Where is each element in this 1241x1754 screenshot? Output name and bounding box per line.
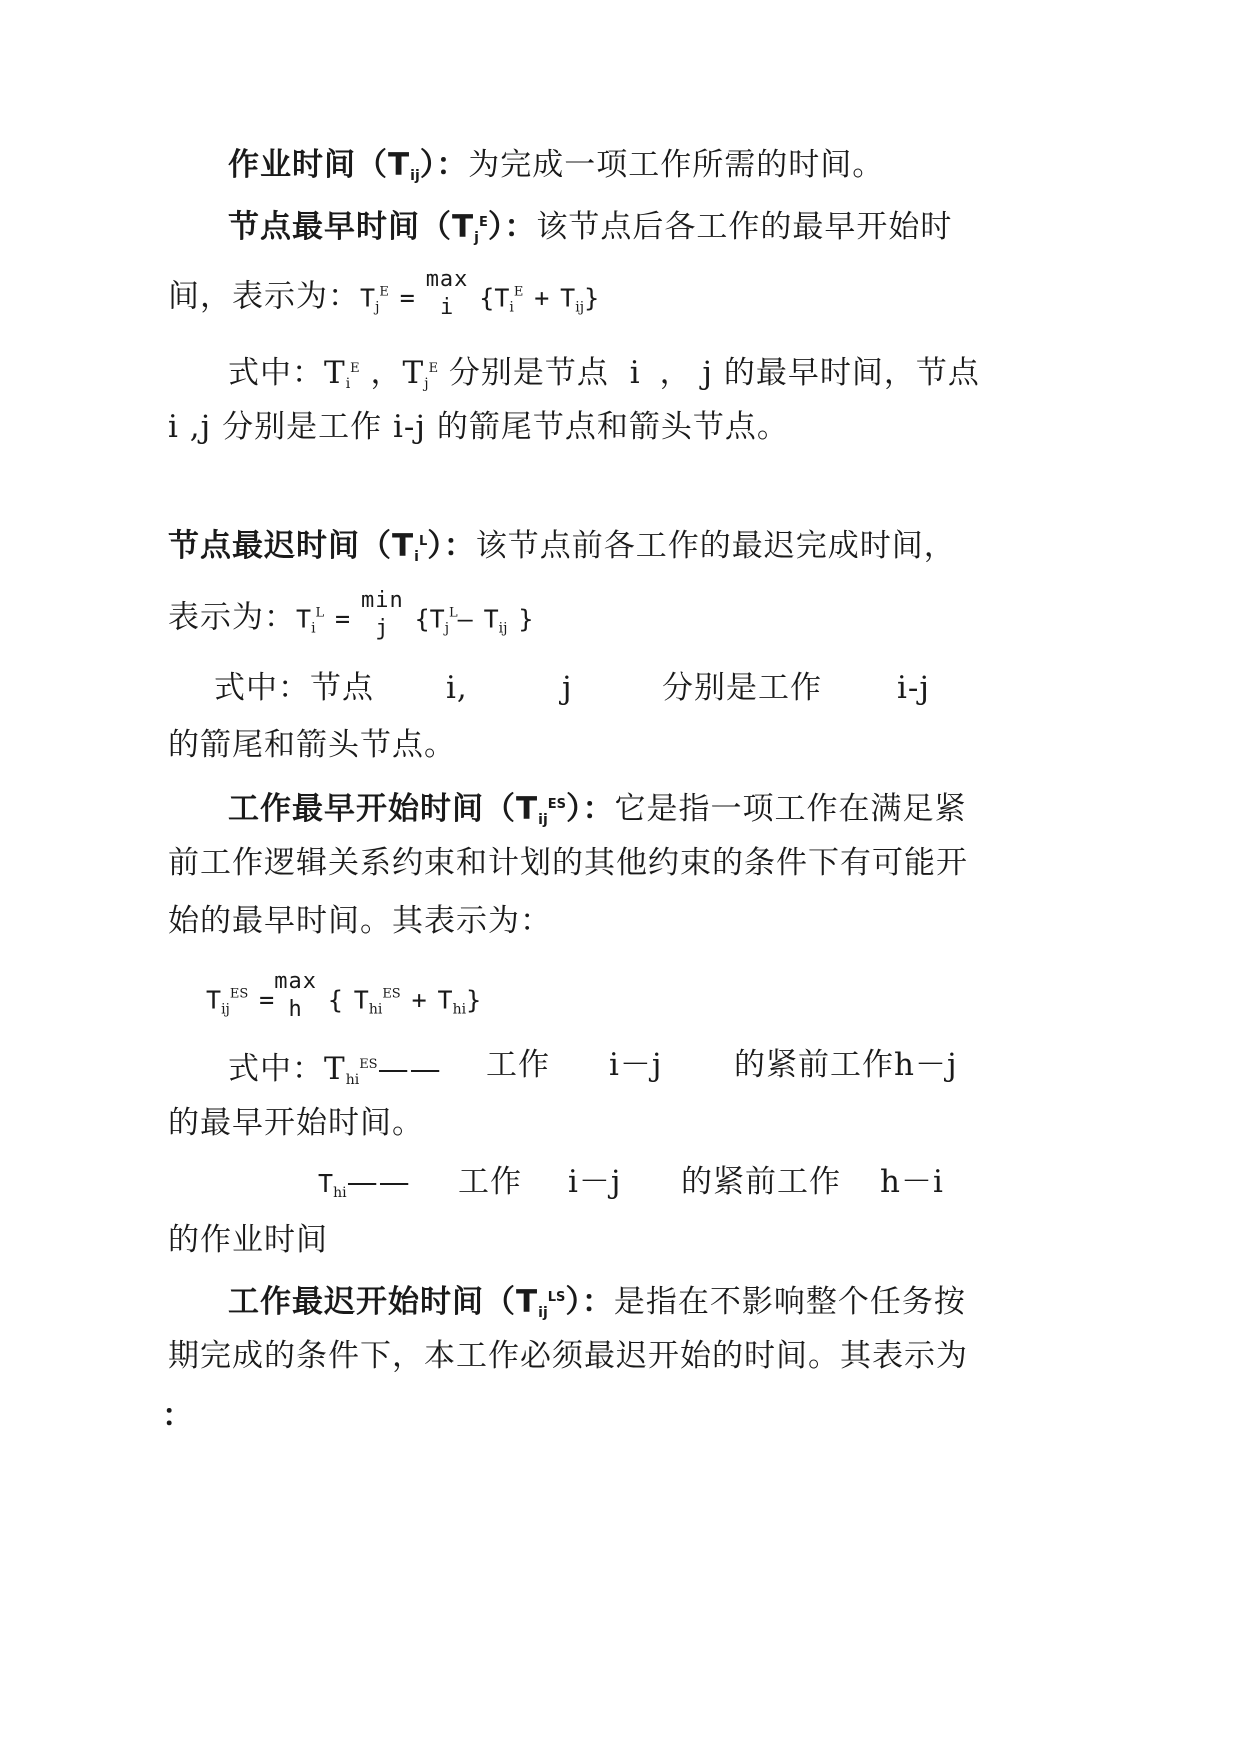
subscript: i — [345, 376, 351, 392]
subscript: j — [424, 376, 429, 392]
note-text: 的最早时间，节点 — [723, 355, 980, 391]
term-label: 节点最迟时间（T — [168, 528, 415, 564]
max-operator — [426, 266, 469, 322]
definition-earliest-node-time — [228, 203, 953, 246]
term-label: 工作最迟开始时间（T — [228, 1284, 539, 1320]
subscript: hi — [345, 1072, 360, 1088]
symbol: T — [483, 604, 499, 634]
term-close: ）： — [566, 791, 615, 827]
note-text: 分别是工作 — [662, 670, 822, 706]
equals-sign: = — [335, 604, 351, 634]
subscript: i — [509, 299, 514, 316]
note-latest-node-time-j — [562, 668, 573, 708]
subscript: ij — [538, 812, 548, 828]
operator-index: h — [288, 997, 303, 1022]
definition-activity-duration — [228, 145, 884, 185]
operator-index: i — [439, 295, 455, 320]
colon-text: ： — [162, 1398, 194, 1434]
superscript: E — [379, 284, 389, 300]
brace-close: } — [518, 604, 534, 634]
note-text: ， — [659, 355, 692, 391]
operator-name: min — [360, 588, 404, 613]
definition-latest-start — [228, 1278, 966, 1321]
note-text: 的箭尾节点和箭头节点。 — [436, 409, 789, 445]
symbol: T — [360, 283, 376, 313]
definition-earliest-start — [228, 785, 967, 828]
subscript: ij — [221, 1001, 230, 1018]
brace-close: } — [584, 283, 600, 313]
subscript: ij — [538, 1305, 548, 1321]
trailing-colon — [162, 1396, 194, 1436]
formula-latest-node-time — [168, 588, 534, 641]
note-earliest-start — [228, 1045, 442, 1088]
superscript: L — [449, 605, 458, 621]
min-operator — [361, 587, 404, 643]
operator-name: max — [274, 969, 317, 994]
definition-text: 为完成一项工作所需的时间。 — [468, 147, 885, 183]
note-duration-pred-hi — [880, 1162, 944, 1202]
note-text: 的箭尾和箭头节点。 — [168, 727, 456, 763]
subscript: j — [444, 620, 450, 637]
formula-intro: 表示为： — [168, 599, 296, 636]
superscript: L — [315, 605, 325, 621]
plus-sign: + — [411, 985, 427, 1015]
symbol: T — [437, 985, 453, 1015]
note-text: 工作 — [458, 1164, 522, 1200]
superscript: ES — [382, 986, 401, 1002]
symbol: T — [296, 604, 312, 634]
subscript: ij — [575, 299, 585, 316]
term-close: ）： — [487, 209, 537, 245]
definition-text: 始的最早时间。其表示为： — [168, 903, 552, 939]
note-text: i, — [446, 670, 468, 706]
definition-text: 是指在不影响整个任务按 — [613, 1284, 966, 1320]
note-text: 的作业时间 — [168, 1222, 328, 1258]
note-text: i-j — [392, 409, 426, 445]
note-text: i — [629, 355, 641, 391]
note-text: 分别是节点 — [448, 355, 609, 391]
superscript: ES — [547, 797, 567, 812]
note-text: 的紧前工作 — [681, 1164, 841, 1200]
subscript: i — [414, 549, 419, 565]
subscript: hi — [452, 1001, 467, 1018]
note-text: 的紧前工作h－j — [734, 1047, 958, 1083]
brace-open: {T — [414, 604, 445, 634]
superscript: L — [418, 534, 428, 549]
note-earliest-start-work — [486, 1045, 550, 1085]
definition-text: 期完成的条件下，本工作必须最迟开始的时间。其表示为 — [168, 1338, 968, 1374]
note-earliest-node-time — [228, 349, 980, 392]
note-text: h－i — [880, 1164, 944, 1200]
brace-close: } — [466, 985, 482, 1015]
brace-open: {T — [479, 283, 510, 313]
term-label: 节点最早时间（T — [228, 209, 475, 245]
definition-text: 该节点前各工作的最迟完成时间， — [475, 528, 956, 564]
note-latest-node-time-i — [446, 668, 468, 708]
brace-open: { — [327, 985, 343, 1015]
subscript: hi — [368, 1001, 383, 1018]
note-text: ，T — [370, 355, 425, 391]
superscript: E — [478, 215, 488, 230]
term-label: 工作最早开始时间（T — [228, 791, 539, 827]
subscript: j — [375, 299, 380, 316]
note-earliest-start-ij — [609, 1045, 663, 1085]
note-text: i－j — [568, 1164, 622, 1200]
note-text: 式中：T — [228, 1051, 346, 1087]
note-text: j — [702, 355, 714, 391]
subscript: ij — [498, 620, 508, 637]
subscript: j — [474, 230, 479, 246]
subscript: i — [311, 620, 316, 637]
note-duration-pred-cont — [168, 1220, 328, 1260]
note-latest-node-time — [214, 668, 374, 708]
note-text: —— — [346, 1164, 411, 1200]
superscript: E — [513, 284, 524, 300]
minus-sign: – — [457, 604, 473, 634]
note-duration-pred — [318, 1162, 411, 1202]
note-text: i－j — [609, 1047, 663, 1083]
term-close: ）： — [419, 147, 469, 183]
note-latest-node-time-work — [662, 668, 822, 708]
operator-index: j — [375, 616, 390, 641]
note-latest-node-time-cont — [168, 725, 456, 765]
definition-earliest-start-cont — [168, 843, 968, 883]
formula-earliest-node-time — [168, 267, 600, 320]
superscript: E — [350, 361, 360, 376]
note-latest-node-time-ij — [897, 668, 930, 708]
definition-latest-start-cont — [168, 1336, 968, 1376]
superscript: ES — [229, 986, 249, 1002]
note-earliest-start-pred — [734, 1045, 958, 1085]
equals-sign: = — [399, 283, 415, 313]
note-duration-pred-work — [458, 1162, 522, 1202]
note-earliest-node-time-cont — [168, 407, 789, 447]
note-text: 式中：节点 — [214, 670, 374, 706]
symbol: T — [318, 1169, 334, 1198]
definition-text: 前工作逻辑关系约束和计划的其他约束的条件下有可能开 — [168, 845, 968, 881]
definition-earliest-start-cont2 — [168, 901, 552, 941]
note-text: i ,j — [168, 409, 212, 445]
note-text: 工作 — [486, 1047, 550, 1083]
operator-name: max — [425, 267, 469, 292]
superscript: ES — [359, 1057, 378, 1072]
note-text: 式中：T — [228, 355, 346, 391]
plus-sign: + — [534, 283, 550, 313]
max-operator — [274, 968, 317, 1024]
note-text: i-j — [897, 670, 931, 706]
formula-earliest-start — [206, 969, 482, 1022]
symbol: T — [560, 283, 576, 313]
definition-text: 该节点后各工作的最早开始时 — [536, 209, 953, 245]
definition-latest-node-time — [168, 522, 956, 565]
note-duration-pred-text — [681, 1162, 841, 1202]
term-label: 作业时间（T — [228, 147, 411, 183]
formula-intro: 间，表示为： — [168, 278, 360, 315]
note-earliest-start-cont — [168, 1103, 424, 1143]
superscript: LS — [547, 1290, 566, 1305]
term-close: ）： — [565, 1284, 614, 1320]
symbol: T — [206, 985, 222, 1015]
note-duration-pred-ij — [568, 1162, 622, 1202]
note-text: j — [562, 670, 573, 706]
subscript: hi — [333, 1185, 347, 1201]
note-text: 分别是工作 — [222, 409, 383, 445]
superscript: E — [428, 361, 439, 376]
term-close: ）： — [427, 528, 476, 564]
equals-sign: = — [259, 985, 275, 1015]
definition-text: 它是指一项工作在满足紧 — [614, 791, 967, 827]
symbol: T — [353, 985, 369, 1015]
note-text: 的最早开始时间。 — [168, 1105, 424, 1141]
subscript: ij — [410, 168, 420, 184]
note-text: —— — [377, 1051, 442, 1087]
